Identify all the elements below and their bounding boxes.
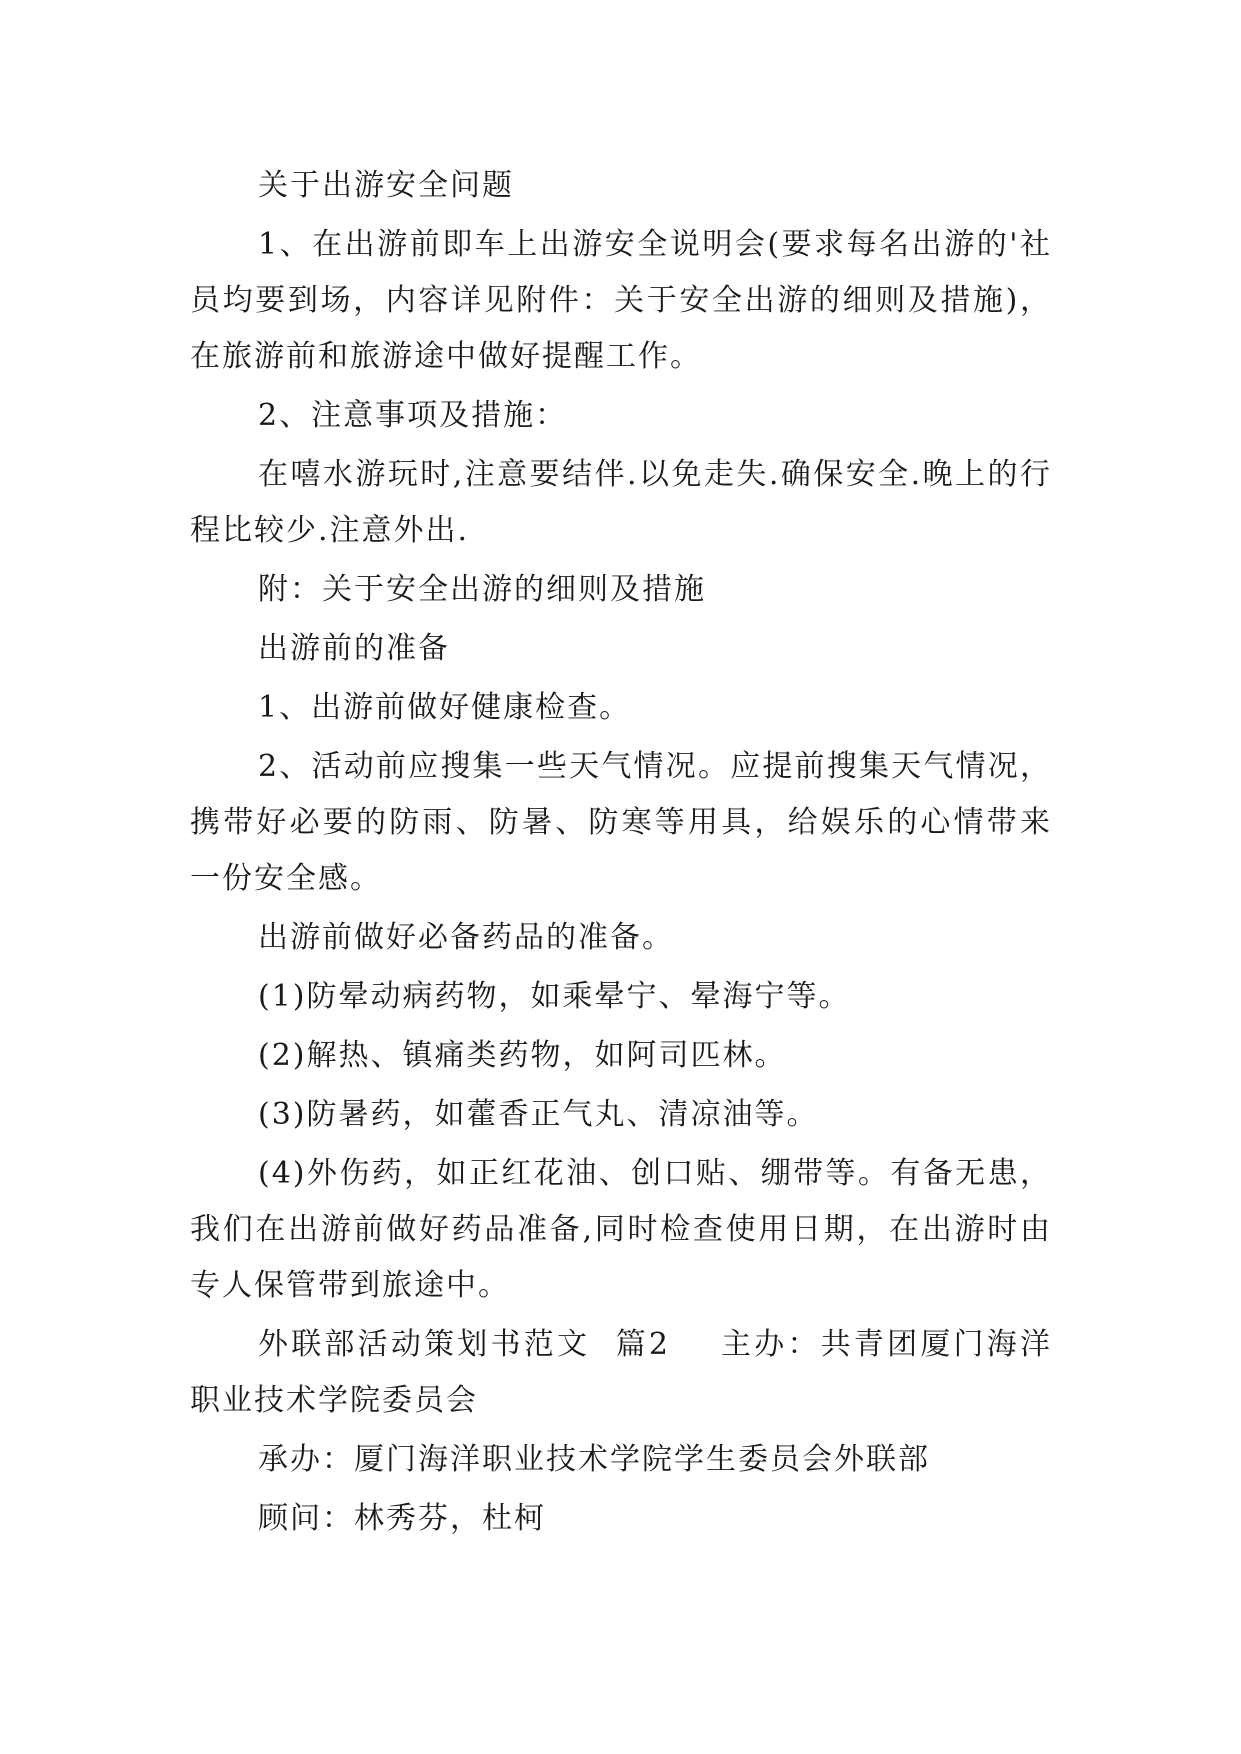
- paragraph-play-notes: 在嘻水游玩时,注意要结伴.以免走失.确保安全.晚上的行程比较少.注意外出.: [190, 457, 1052, 548]
- paragraph-medicine-3: (3)防暑药，如藿香正气丸、清凉油等。: [258, 1097, 819, 1132]
- paragraph-medicine-1: (1)防晕动病药物，如乘晕宁、晕海宁等。: [258, 979, 851, 1014]
- paragraph-advisor: 顾问：林秀芬，杜柯: [258, 1501, 546, 1536]
- paragraph-safety-title: 关于出游安全问题: [258, 168, 514, 203]
- paragraph-medicine-heading: 出游前做好必备药品的准备。: [258, 920, 674, 955]
- document-body: [190, 158, 1052, 1550]
- paragraph-briefing: 1、在出游前即车上出游安全说明会(要求每名出游的'社员均要到场，内容详见附件：关于安全出游的细则及措施)，在旅游前和旅游途中做好提醒工作。: [190, 227, 1052, 374]
- paragraph-weather: 2、活动前应搜集一些天气情况。应提前搜集天气情况，携带好必要的防雨、防暑、防寒等用具，给娱乐的心情带来一份安全感。: [190, 749, 1052, 896]
- paragraph-appendix-title: 附：关于安全出游的细则及措施: [258, 572, 706, 607]
- paragraph-medicine-4: (4)外伤药，如正红花油、创口贴、绷带等。有备无患，我们在出游前做好药品准备,同时检查使用日期，在出游时由专人保管带到旅途中。: [190, 1156, 1052, 1303]
- paragraph-preparation-heading: 出游前的准备: [258, 631, 450, 666]
- paragraph-notes-heading: 2、注意事项及措施：: [258, 398, 568, 433]
- paragraph-medicine-2: (2)解热、镇痛类药物，如阿司匹林。: [258, 1038, 787, 1073]
- paragraph-section2-host: 外联部活动策划书范文 篇2 主办：共青团厦门海洋职业技术学院委员会: [190, 1327, 1052, 1418]
- paragraph-health-check: 1、出游前做好健康检查。: [258, 690, 632, 725]
- paragraph-organizer: 承办：厦门海洋职业技术学院学生委员会外联部: [258, 1442, 930, 1477]
